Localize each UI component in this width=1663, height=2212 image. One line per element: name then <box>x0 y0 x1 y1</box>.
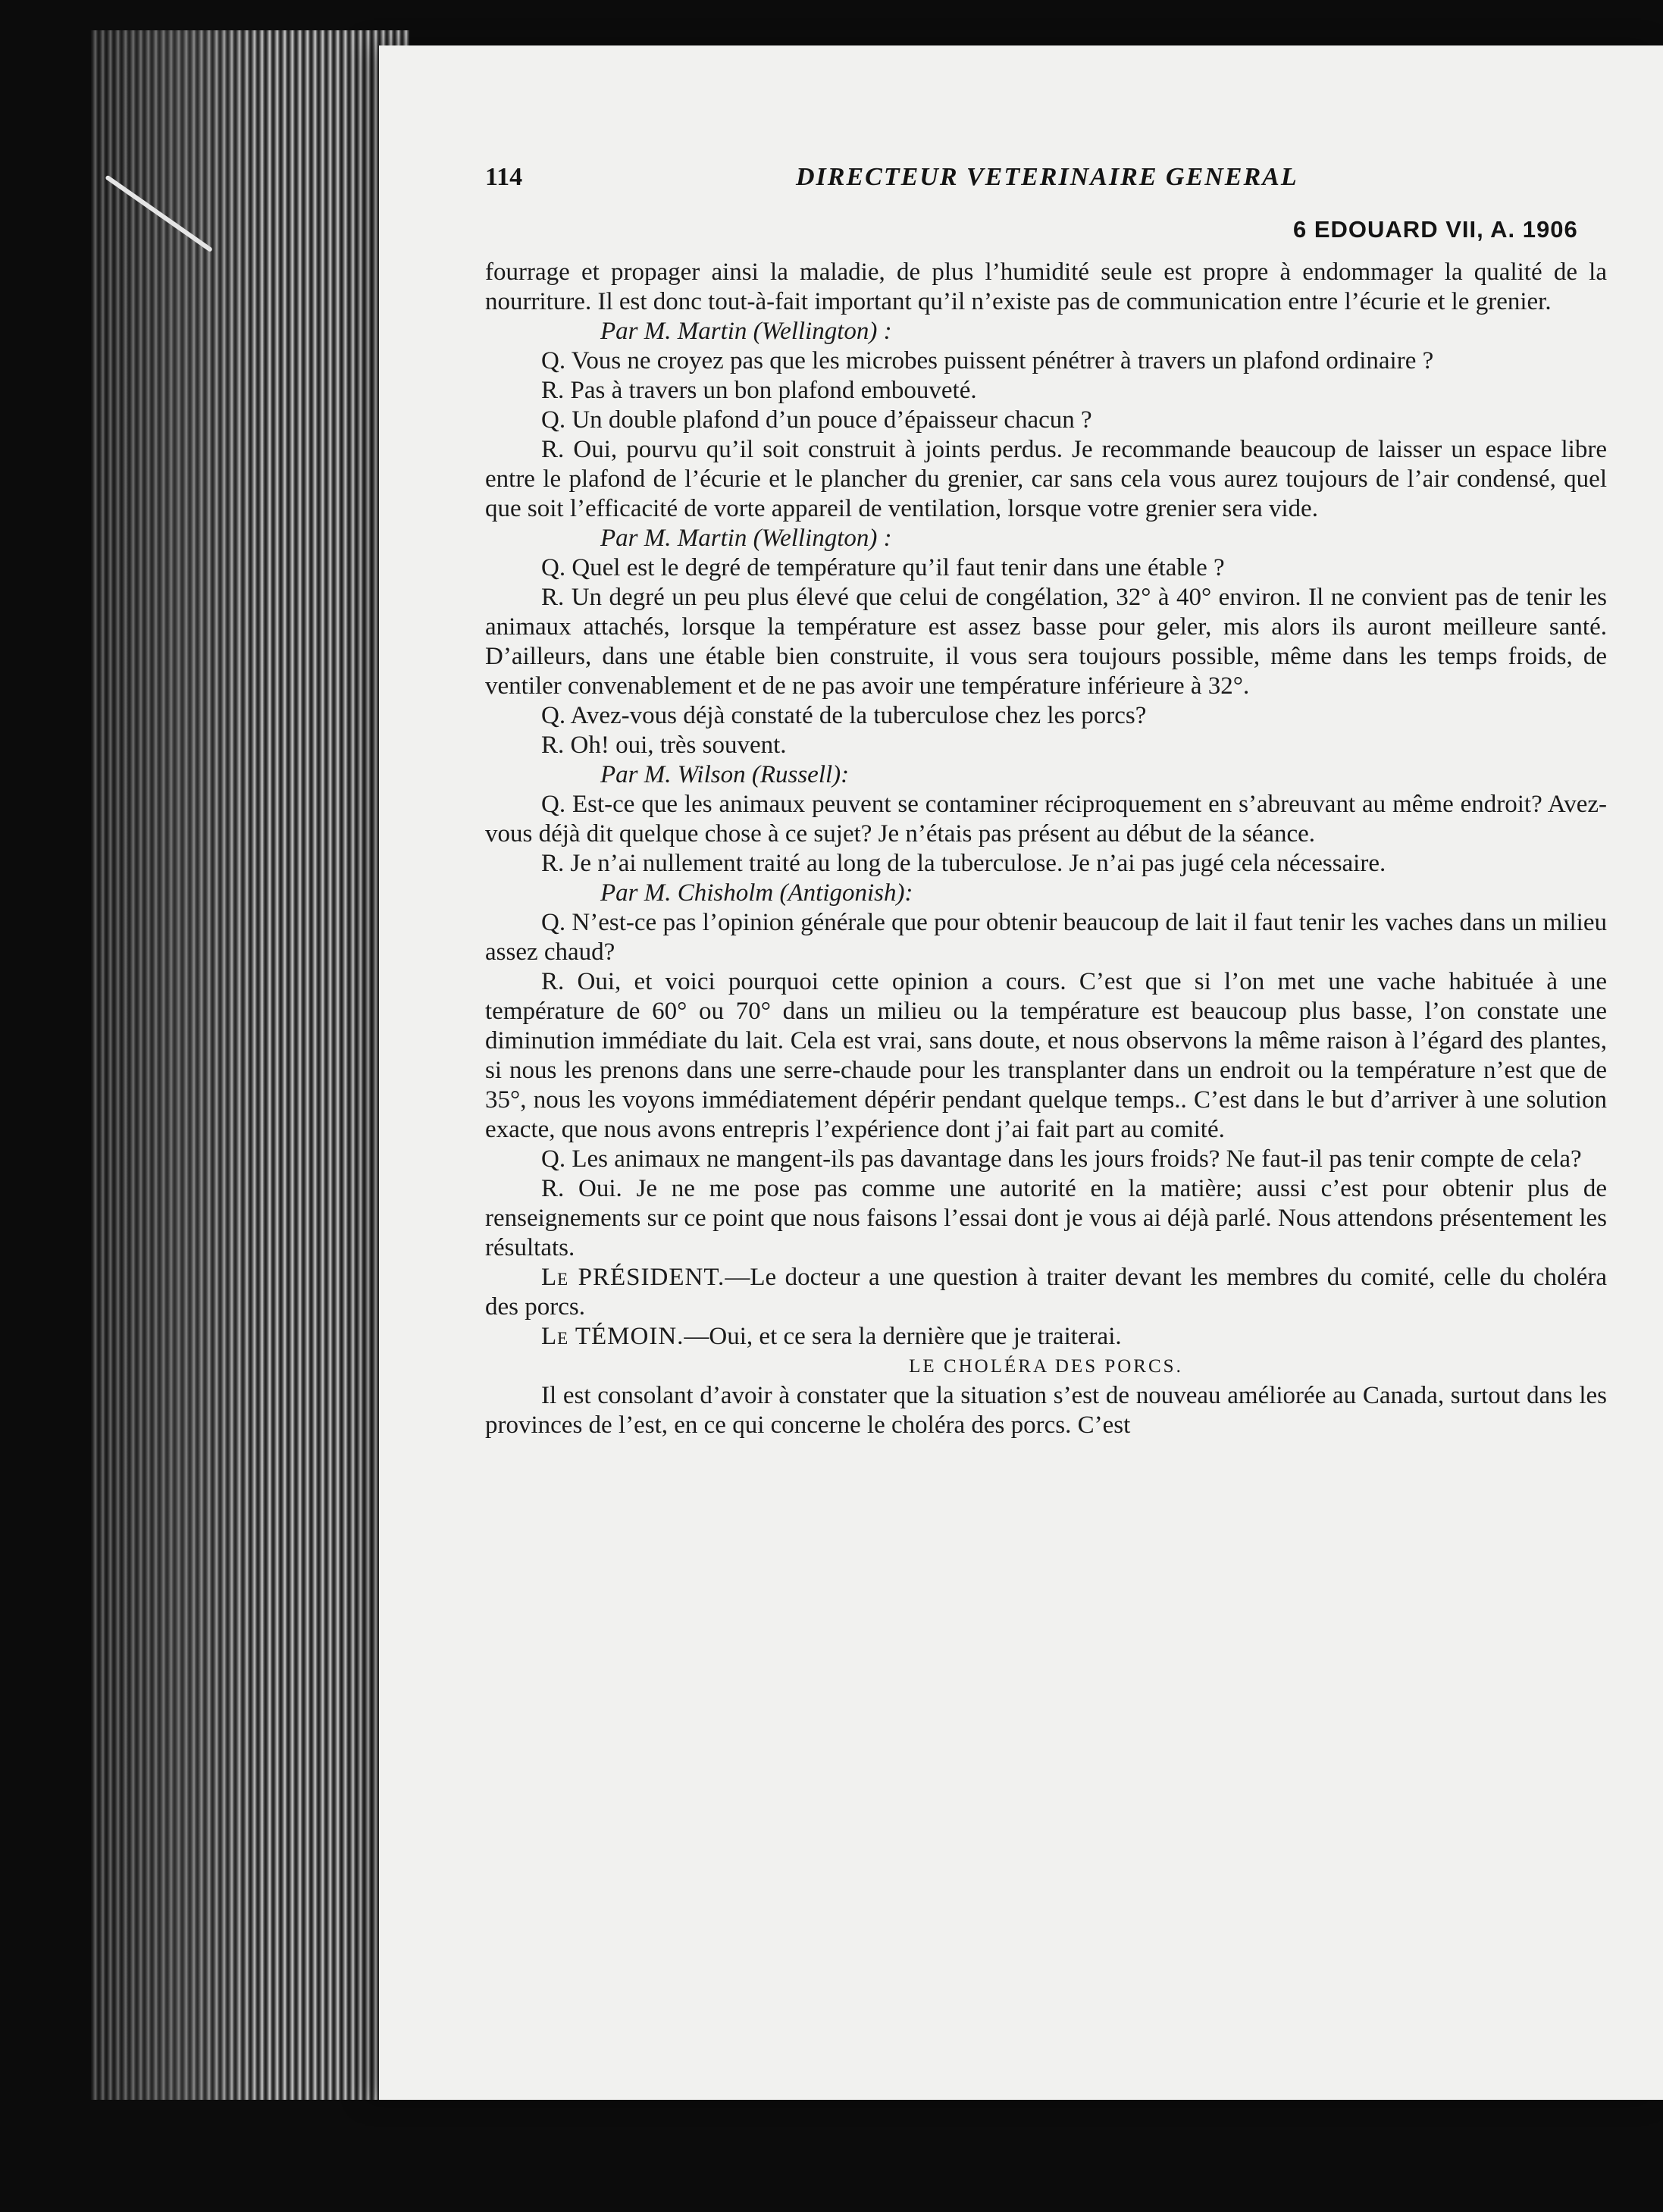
role-label: Le PRÉSIDENT. <box>541 1264 725 1291</box>
remark-text: —Oui, et ce sera la dernière que je traiterai. <box>684 1323 1122 1350</box>
paragraph: Il est consolant d’avoir à constater que la situation s’est de nouveau améliorée au Canada, surtout dans les provinces de l’est, en ce qui concerne le choléra des porcs. C’est <box>485 1382 1607 1439</box>
speaker-remark <box>485 1263 1607 1322</box>
running-title: DIRECTEUR VETERINAIRE GENERAL <box>796 163 1298 191</box>
speaker-line: Par M. Martin (Wellington) : <box>600 525 892 552</box>
answer: R. Oh! oui, très souvent. <box>541 732 787 759</box>
answer: R. Un degré un peu plus élevé que celui de congélation, 32° à 40° environ. Il ne convient pas de tenir les animaux attachés, lorsque la température est assez basse pour geler, mis alors ils auront meilleure santé. D’ailleurs, dans une étable bien construite, il vous sera toujours possible, même dans les temps froids, de ventiler convenablement et de ne pas avoir une température inférieure à 32°. <box>485 584 1607 700</box>
answer: R. Oui, pourvu qu’il soit construit à joints perdus. Je recommande beaucoup de laisser un espace libre entre le plafond de l’écurie et le plancher du grenier, car sans cela vous aurez toujours de l’air condensé, quel que soit l’efficacité de vorte appareil de ventilation, lorsque votre grenier sera vide. <box>485 436 1607 522</box>
answer: R. Oui, et voici pourquoi cette opinion a cours. C’est que si l’on met une vache habituée à une température de 60° ou 70° dans un milieu ou la température est beaucoup plus basse, l’on constate une diminution immédiate du lait. Cela est vrai, sans doute, et nous observons la même raison à l’égard des plantes, si nous les prenons dans une serre-chaude pour les transplanter dans un endroit ou la température n’est que de 35°, nous les voyons immédiatement dépérir pendant quelque temps.. C’est dans le but d’arriver à une solution exacte, que nous avons entrepris l’expérience dont j’ai fait part au comité. <box>485 968 1607 1143</box>
speaker-line: Par M. Martin (Wellington) : <box>600 318 892 345</box>
session-line: 6 EDOUARD VII, A. 1906 <box>1293 216 1578 243</box>
question: Q. Un double plafond d’un pouce d’épaisseur chacun ? <box>541 406 1092 434</box>
remark-text: —Le docteur a une question à traiter devant les membres du comité, celle du choléra des porcs. <box>485 1264 1607 1321</box>
paragraph: fourrage et propager ainsi la maladie, de plus l’humidité seule est propre à endommager la qualité de la nourriture. Il est donc tout-à-fait important qu’il n’existe pas de communication entre l’écurie et le grenier. <box>485 258 1607 315</box>
question: Q. Avez-vous déjà constaté de la tuberculose chez les porcs? <box>541 702 1147 729</box>
answer: R. Oui. Je ne me pose pas comme une autorité en la matière; aussi c’est pour obtenir plus de renseignements sur ce point que nous faisons l’essai dont je vous ai déjà parlé. Nous attendons présentement les résultats. <box>485 1175 1607 1261</box>
answer: R. Je n’ai nullement traité au long de la tuberculose. Je n’ai pas jugé cela nécessaire. <box>541 850 1386 877</box>
question: Q. Vous ne croyez pas que les microbes puissent pénétrer à travers un plafond ordinaire ? <box>541 347 1434 374</box>
question: Q. Est-ce que les animaux peuvent se contaminer réciproquement en s’abreuvant au même endroit? Avez-vous déjà dit quelque chose à ce sujet? Je n’étais pas présent au début de la séance. <box>485 791 1607 848</box>
speaker-line: Par M. Chisholm (Antigonish): <box>600 879 913 907</box>
page-header <box>485 163 1607 193</box>
page-number: 114 <box>485 163 523 191</box>
section-heading: LE CHOLÉRA DES PORCS. <box>909 1356 1183 1377</box>
speaker-line: Par M. Wilson (Russell): <box>600 761 850 788</box>
speaker-remark <box>485 1322 1607 1352</box>
book-binding-shadow <box>91 30 265 2100</box>
role-label: Le TÉMOIN. <box>541 1323 684 1350</box>
page-body <box>485 258 1607 1440</box>
question: Q. Quel est le degré de température qu’il faut tenir dans une étable ? <box>541 554 1225 581</box>
question: Q. N’est-ce pas l’opinion générale que pour obtenir beaucoup de lait il faut tenir les vaches dans un milieu assez chaud? <box>485 909 1607 966</box>
question: Q. Les animaux ne mangent-ils pas davantage dans les jours froids? Ne faut-il pas tenir compte de cela? <box>541 1145 1582 1173</box>
answer: R. Pas à travers un bon plafond embouveté. <box>541 377 977 404</box>
